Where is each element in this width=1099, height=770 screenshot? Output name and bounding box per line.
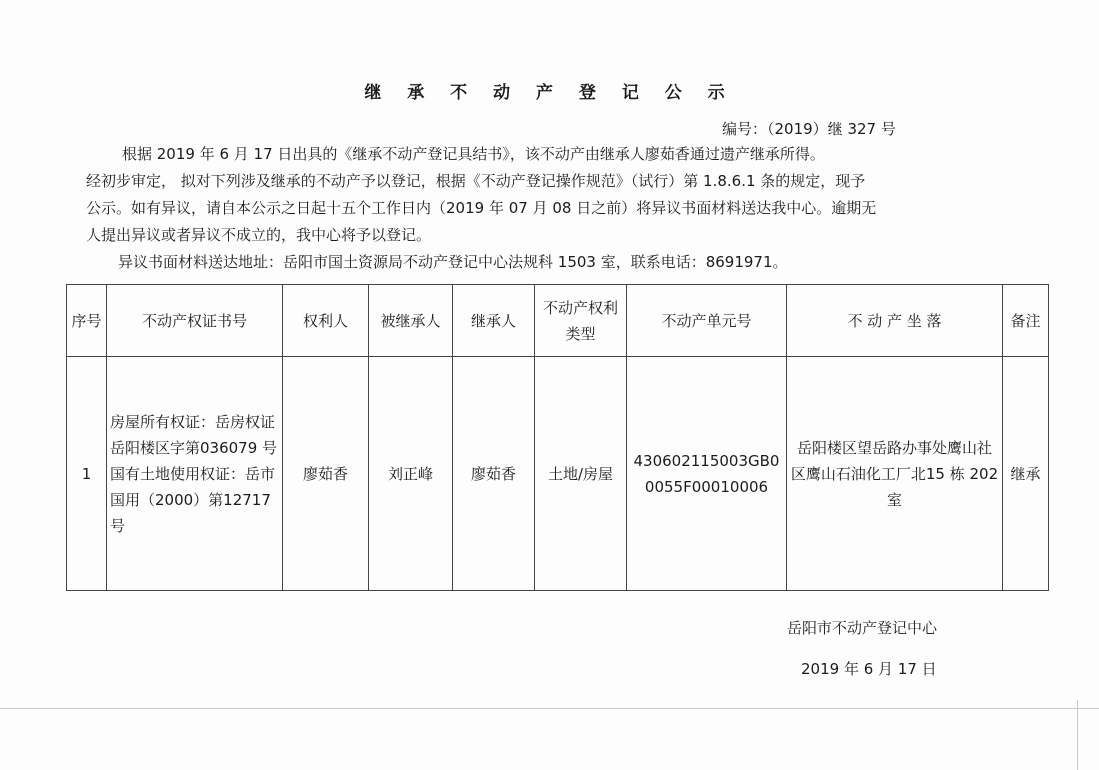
table-row bbox=[67, 357, 1049, 591]
issuing-organization: 岳阳市不动产登记中心 bbox=[787, 619, 938, 637]
scan-edge-line bbox=[1077, 700, 1078, 770]
header-right-type: 不动产权利类型 bbox=[535, 285, 627, 357]
body-paragraph-line: 人提出异议或者异议不成立的，我中心将予以登记。 bbox=[86, 226, 432, 244]
cell-holder: 廖茹香 bbox=[283, 357, 369, 591]
document-number: 编号：（2019）继 327 号 bbox=[722, 120, 896, 138]
body-paragraph-line: 公示。如有异议，请自本公示之日起十五个工作日内（2019 年 07 月 08 日之前）将异议书面材料送达我中心。逾期无 bbox=[86, 199, 877, 217]
cell-cert-no: 房屋所有权证：岳房权证岳阳楼区字第036079 号 国有土地使用权证：岳市国用（2000）第12717 号 bbox=[107, 357, 283, 591]
header-location: 不 动 产 坐 落 bbox=[787, 285, 1003, 357]
cell-heir: 廖茹香 bbox=[453, 357, 535, 591]
header-heir: 继承人 bbox=[453, 285, 535, 357]
cell-decedent: 刘正峰 bbox=[369, 357, 453, 591]
header-unit-no: 不动产单元号 bbox=[627, 285, 787, 357]
registration-table bbox=[66, 284, 1049, 591]
submission-address-line: 异议书面材料送达地址：岳阳市国土资源局不动产登记中心法规科 1503 室，联系电话：8691971。 bbox=[118, 253, 788, 271]
table-header-row bbox=[67, 285, 1049, 357]
cell-remark: 继承 bbox=[1003, 357, 1049, 591]
scan-edge-line bbox=[0, 708, 1099, 709]
document-title: 继 承 不 动 产 登 记 公 示 bbox=[364, 83, 735, 103]
header-seq: 序号 bbox=[67, 285, 107, 357]
cell-location: 岳阳楼区望岳路办事处鹰山社区鹰山石油化工厂北15 栋 202 室 bbox=[787, 357, 1003, 591]
header-decedent: 被继承人 bbox=[369, 285, 453, 357]
header-remark: 备注 bbox=[1003, 285, 1049, 357]
cell-seq: 1 bbox=[67, 357, 107, 591]
cell-unit-no: 430602115003GB00055F00010006 bbox=[627, 357, 787, 591]
cell-right-type: 土地/房屋 bbox=[535, 357, 627, 591]
header-cert-no: 不动产权证书号 bbox=[107, 285, 283, 357]
issue-date: 2019 年 6 月 17 日 bbox=[801, 660, 937, 678]
header-holder: 权利人 bbox=[283, 285, 369, 357]
body-paragraph-line: 根据 2019 年 6 月 17 日出具的《继承不动产登记具结书》，该不动产由继承人廖茹香通过遗产继承所得。 bbox=[122, 145, 825, 163]
body-paragraph-line: 经初步审定， 拟对下列涉及继承的不动产予以登记，根据《不动产登记操作规范》（试行）第 1.8.6.1 条的规定，现予 bbox=[86, 172, 866, 190]
